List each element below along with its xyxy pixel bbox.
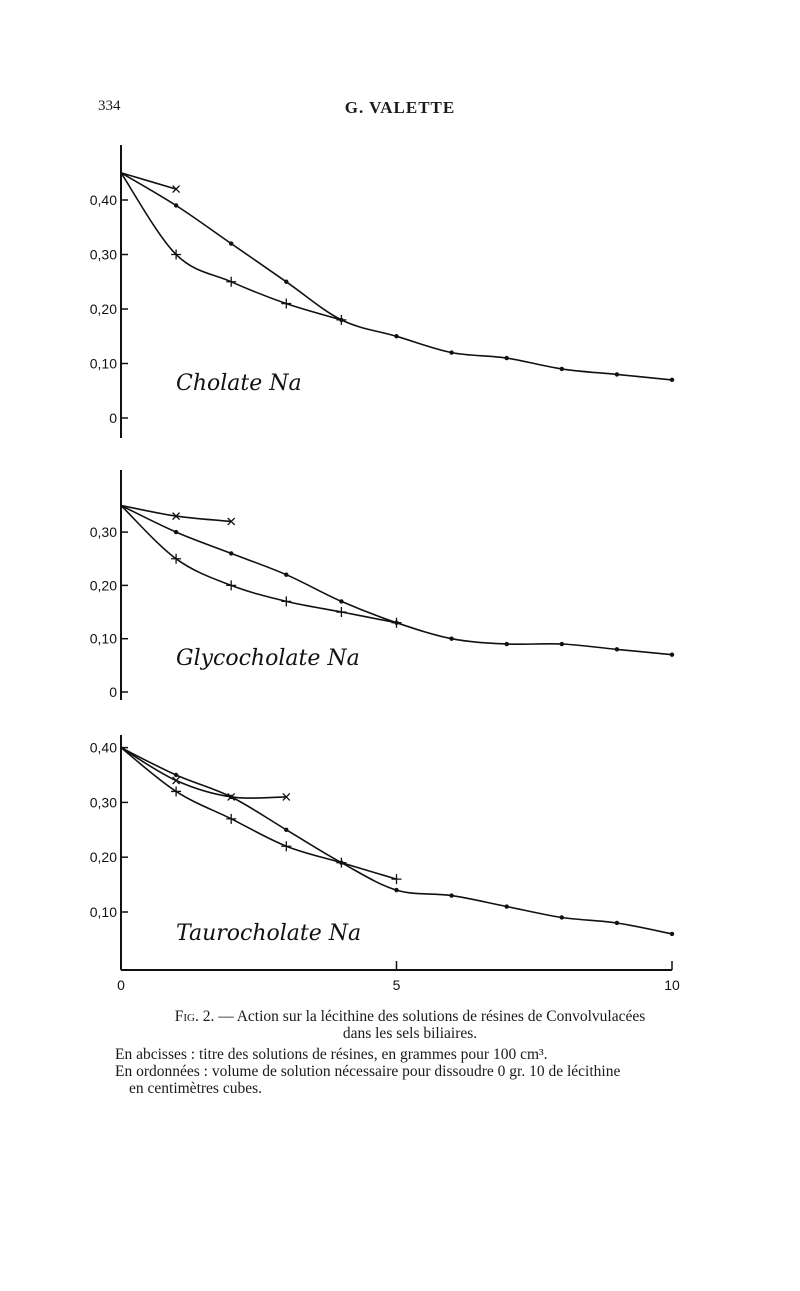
caption-fig-label: Fig. 2. <box>174 1008 215 1025</box>
series-line-dot <box>121 173 672 380</box>
series-line-dot <box>121 748 672 934</box>
point-dot-marker <box>229 241 233 245</box>
point-dot-marker <box>339 599 343 603</box>
y-tick-label: 0,20 <box>89 577 117 594</box>
y-tick-label: 0,30 <box>89 246 117 263</box>
panel-title: Cholate Na <box>176 371 302 396</box>
point-dot-marker <box>284 573 288 577</box>
point-dot-marker <box>449 350 453 354</box>
point-dot-marker <box>615 372 619 376</box>
x-tick-label: 0 <box>117 977 125 993</box>
y-tick-label: 0,30 <box>89 524 117 541</box>
point-dot-marker <box>615 921 619 925</box>
point-plus-marker <box>281 596 291 606</box>
series-line-dot <box>121 506 672 655</box>
point-dot-marker <box>560 915 564 919</box>
y-tick-label: 0 <box>109 410 117 426</box>
x-tick-label: 10 <box>664 977 680 993</box>
y-tick-label: 0,30 <box>89 794 117 811</box>
point-dot-marker <box>394 888 398 892</box>
point-plus-marker <box>336 315 346 325</box>
point-dot-marker <box>670 652 674 656</box>
point-plus-marker <box>281 299 291 309</box>
point-dot-marker <box>229 795 233 799</box>
chart-panel-1 <box>90 145 674 438</box>
point-dot-marker <box>284 828 288 832</box>
y-tick-label: 0,40 <box>89 739 117 756</box>
y-tick-label: 0,10 <box>89 630 117 647</box>
caption-line-2: dans les sels biliaires. <box>342 1025 478 1042</box>
point-dot-marker <box>174 203 178 207</box>
y-tick-label: 0 <box>109 684 117 700</box>
point-dot-marker <box>449 893 453 897</box>
caption-line-1 <box>115 1008 705 1025</box>
point-plus-marker <box>336 858 346 868</box>
y-tick-label: 0,10 <box>89 904 117 920</box>
point-dot-marker <box>394 334 398 338</box>
x-tick-label: 5 <box>392 977 401 993</box>
point-plus-marker <box>226 277 236 287</box>
y-tick-label: 0,20 <box>89 849 117 866</box>
caption-ordinate: En ordonnées : volume de solution nécessaire pour dissoudre 0 gr. 10 de lécithine <box>115 1063 621 1080</box>
point-dot-marker <box>174 773 178 777</box>
point-dot-marker <box>284 280 288 284</box>
caption-abscissa: En abcisses : titre des solutions de résines, en grammes pour 100 cm³. <box>115 1046 548 1063</box>
point-plus-marker <box>392 874 402 884</box>
point-plus-marker <box>171 786 181 796</box>
page-number: 334 <box>98 98 121 114</box>
series-line-x <box>121 748 286 799</box>
figure-caption <box>115 1008 705 1097</box>
point-dot-marker <box>505 642 509 646</box>
y-tick-label: 0,10 <box>89 355 117 372</box>
point-dot-marker <box>560 642 564 646</box>
caption-ordinate-unit: en centimètres cubes. <box>129 1080 262 1097</box>
point-plus-marker <box>392 618 402 628</box>
point-dot-marker <box>449 637 453 641</box>
point-dot-marker <box>560 367 564 371</box>
point-x-marker <box>173 777 180 784</box>
point-dot-marker <box>505 904 509 908</box>
caption-title: — Action sur la lécithine des solutions de résines de Convolvulacées <box>214 1008 646 1025</box>
point-dot-marker <box>229 551 233 555</box>
point-plus-marker <box>336 607 346 617</box>
point-dot-marker <box>670 932 674 936</box>
point-dot-marker <box>670 378 674 382</box>
running-head: G. VALETTE <box>344 98 456 117</box>
point-dot-marker <box>615 647 619 651</box>
chart-panel-2 <box>90 470 674 700</box>
point-plus-marker <box>281 841 291 851</box>
point-plus-marker <box>226 580 236 590</box>
y-tick-label: 0,40 <box>89 192 117 208</box>
panel-title: Glycocholate Na <box>176 646 360 671</box>
point-plus-marker <box>226 814 236 824</box>
panel-title: Taurocholate Na <box>176 921 362 946</box>
y-tick-label: 0,20 <box>89 301 117 317</box>
chart-panel-3 <box>90 735 680 993</box>
point-dot-marker <box>174 530 178 534</box>
point-dot-marker <box>505 356 509 360</box>
